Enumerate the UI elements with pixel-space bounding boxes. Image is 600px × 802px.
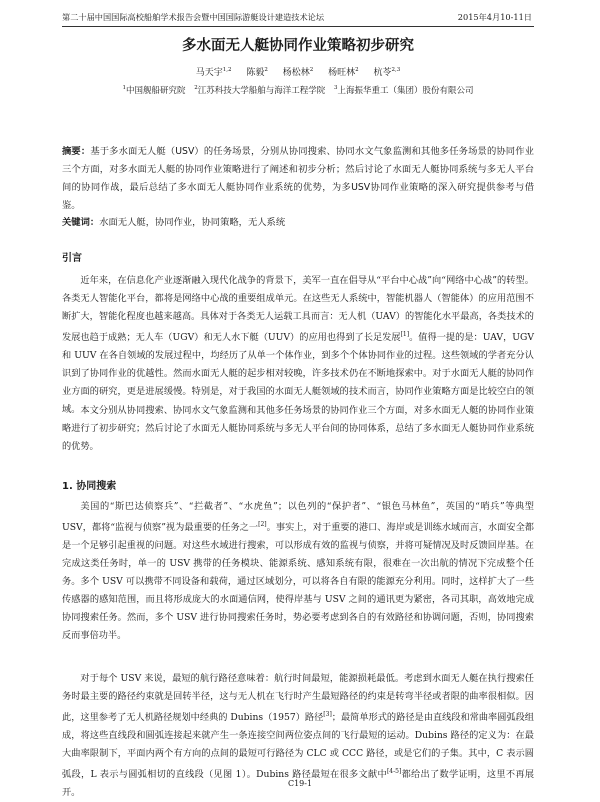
author: 杨旺林$^2$ bbox=[328, 67, 359, 78]
author: 马天宇$^{1,2}$ bbox=[195, 67, 232, 78]
section1-paragraph-1: 美国的“斯巴达侦察兵”、“拦截者”、“水虎鱼”；以色列的“保护者”、“银色马林鱼”，英国的“哨兵”等典型 USV，都将“监视与侦察”视为最重要的任务之一[2]。事实上，对于重要的港口、海岸或是训练水域而言，水面安全都是一个足够引起重视的问题。对这些水域进行搜索，可以形成有效的监视与侦察，并将可疑情况及时反馈回岸基。在完成这类任务时，单一的 USV 携带的任务模块、能源系统、感知系统有限，很难在一次出航的情况下完成整个任务。多个 USV 可以携带不同设备和载荷，通过区域划分，可以将各自有限的能源充分利用。同时，这样扩大了一些传感器的感知范围，而且将形成庞大的水面通信网，使得岸基与 USV 之间的通讯更为紧密，各司其职，高效地完成协同搜索任务。然而，多个 USV 进行协同搜索任务时，势必要考虑到各自的有效路径和协调问题，否则，协同搜索反而事倍功半。 bbox=[62, 501, 534, 642]
citation: [4-5] bbox=[386, 768, 402, 776]
conference-date: 2015年4月10-11日 bbox=[457, 12, 532, 22]
abstract-text: 基于多水面无人艇（USV）的任务场景，分别从协同搜索、协同水文气象监测和其他多任务场景的协同作业三个方面，对多水面无人艇的协同作业策略进行了阐述和初步分析；然后讨论了水面无人艇协同系统与多无人平台间的协同作战，最后总结了多水面无人艇协同作业系统的优势，为多USV协同作业策略的深入研究提供参考与借鉴。 bbox=[62, 146, 534, 211]
citation: [1] bbox=[400, 331, 410, 338]
paper-title: 多水面无人艇协同作业策略初步研究 bbox=[182, 38, 414, 54]
keywords-label: 关键词： bbox=[62, 217, 100, 228]
affiliation: $^2$江苏科技大学船舶与海洋工程学院 bbox=[194, 85, 326, 96]
intro-heading: 引言 bbox=[62, 253, 82, 264]
affiliation: $^1$中国舰船研究院 bbox=[122, 85, 186, 96]
abstract bbox=[62, 143, 534, 215]
abstract-label: 摘要： bbox=[62, 146, 91, 157]
author: 杨松林$^2$ bbox=[282, 67, 314, 78]
citation: [2] bbox=[258, 521, 267, 528]
running-header bbox=[62, 10, 532, 24]
section-heading-collaborative-search: 1. 协同搜索 bbox=[62, 481, 117, 492]
conference-name: 第二十届中国国际高校船舶学术报告会暨中国国际游艇设计建造技术论坛 bbox=[62, 12, 325, 22]
author-list bbox=[62, 64, 534, 80]
intro-paragraph-1: 近年来，在信息化产业逐渐融入现代化战争的背景下，美军一直在倡导从“平台中心战”向“网络中心战”的转型。各类无人智能化平台，都将是网络中心战的重要组成单元。在这些无人系统中，智能机器人（智能体）的应用范围不断扩大，智能化程度也越来越高。具体对于各类无人运载工具而言：无人机（UAV）的智能化水平最高，各类技术的发展也趋于成熟；无人车（UGV）和无人水下艇（UUV）的应用也得到了长足发展[1]。值得一提的是：UAV，UGV 和 UUV 在各自领域的发展过程中，均经历了从单一个体作业，到多个个体协同作业的过程。这些领域的学者充分认识到了协同作业的优越性。然而水面无人艇的起步相对较晚，许多技术仍在不断地探索中。对于水面无人艇的协同作业方面的研究，更是进展缓慢。特别是，对于我国的水面无人艇领域的技术而言，协同作业策略方面是比较空白的领域。 bbox=[62, 275, 534, 416]
citation: [3] bbox=[323, 711, 332, 718]
keywords bbox=[62, 214, 534, 232]
section1-paragraph-2: 对于每个 USV 来说，最短的航行路径意味着：航行时间最短，能源损耗最低。考虑到水面无人艇在执行搜索任务时最主要的路径约束就是回转半径，这与无人机在飞行时产生最短路径的约束是转弯半径或者限的曲率很相似。因此，这里参考了无人机路径规划中经典的 Dubins（1957）路径[3]；最简单形式的路径是由直线段和常曲率圆弧段组成，将这些直线段和圆弧连接起来就产生一条连接空间两位姿点间的飞行最短的运动。Dubins 路径的定义为：在最大曲率限制下，平面内两个有方向的点间的最短可行路径为 CLC 或 CCC 路径，或是它们的子集。其中，C 表示圆弧段，L 表示与圆弧相切的直线段（见图 1）。Dubins 路径最短在很多文献中[4-5]都给出了数学证明，这里不再展开。 bbox=[62, 673, 535, 799]
affiliation: $^3$上海振华重工（集团）股份有限公司 bbox=[333, 85, 474, 96]
keywords-text: 水面无人艇，协同作业，协同策略，无人系统 bbox=[99, 217, 286, 228]
page-number: C19-1 bbox=[287, 779, 313, 788]
author: 陈毅$^2$ bbox=[246, 67, 268, 78]
affiliation-list bbox=[62, 82, 534, 97]
header-rule bbox=[62, 26, 534, 27]
intro-paragraph-2: 本文分别从协同搜索、协同水文气象监测和其他多任务场景的协同作业三个方面，对多水面无人艇的协同作业策略进行了初步研究；然后讨论了水面无人艇协同系统与多无人平台间的协同体系，总结了多水面无人艇协同作业系统的优势。 bbox=[62, 405, 534, 452]
author: 杭苓$^{2,3}$ bbox=[373, 67, 401, 78]
